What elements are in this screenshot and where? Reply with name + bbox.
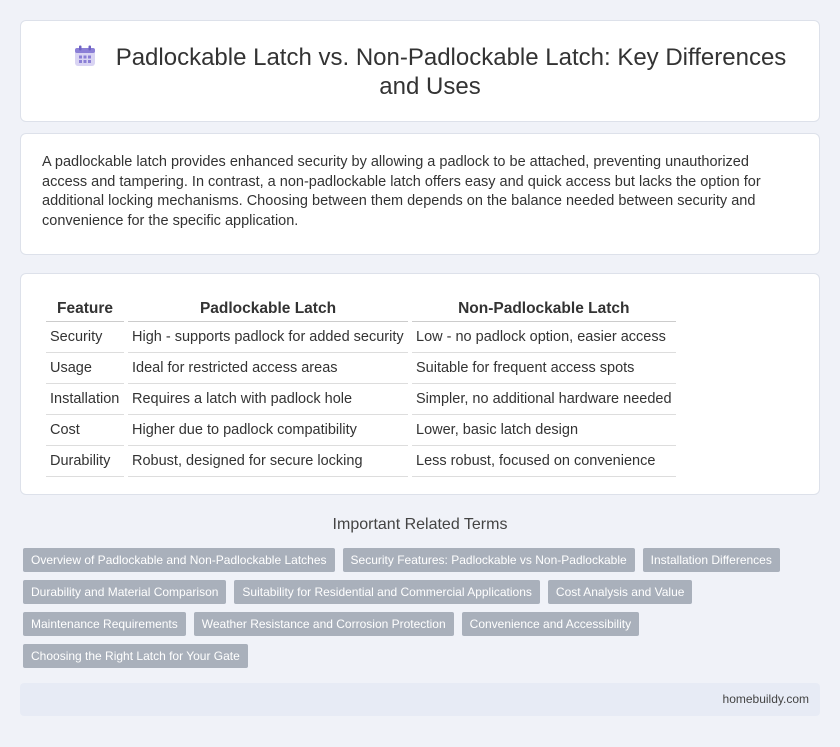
header-card <box>20 20 820 122</box>
footer <box>20 683 820 716</box>
table-cell: High - supports padlock for added security <box>128 322 408 353</box>
related-terms-list <box>23 548 813 668</box>
table-cell: Simpler, no additional hardware needed <box>412 384 676 415</box>
table-cell: Higher due to padlock compatibility <box>128 415 408 446</box>
table-cell: Cost <box>46 415 124 446</box>
table-cell: Robust, designed for secure locking <box>128 446 408 477</box>
summary-text: A padlockable latch provides enhanced security by allowing a padlock to be attached, preventing unauthorized access and tampering. In contrast, a non-padlockable latch offers easy and quick access but lacks the option for additional locking mechanisms. Choosing between them depends on the balance needed between security and convenience for the specific application. <box>42 154 761 229</box>
page-title-text: Padlockable Latch vs. Non-Padlockable Latch: Key Differences and Uses <box>115 44 787 100</box>
table-cell: Lower, basic latch design <box>412 415 676 446</box>
table-cell: Suitable for frequent access spots <box>412 353 676 384</box>
table-cell: Installation <box>46 384 124 415</box>
related-term-tag[interactable]: Suitability for Residential and Commercial Applications <box>234 580 539 604</box>
table-cell: Security <box>46 322 124 353</box>
table-cell: Requires a latch with padlock hole <box>128 384 408 415</box>
related-term-tag[interactable]: Choosing the Right Latch for Your Gate <box>23 644 248 668</box>
table-row <box>46 415 676 446</box>
related-term-tag[interactable]: Security Features: Padlockable vs Non-Padlockable <box>343 548 635 572</box>
footer-site-link[interactable]: homebuildy.com <box>722 692 809 706</box>
related-term-tag[interactable]: Maintenance Requirements <box>23 612 186 636</box>
related-term-tag[interactable]: Cost Analysis and Value <box>548 580 693 604</box>
table-row <box>46 322 676 353</box>
header-non-padlockable: Non-Padlockable Latch <box>412 294 676 322</box>
related-terms-title: Important Related Terms <box>332 516 508 533</box>
table-row <box>46 353 676 384</box>
table-row <box>46 384 676 415</box>
comparison-table-card <box>20 273 820 495</box>
table-header-row <box>46 294 676 322</box>
table-cell: Less robust, focused on convenience <box>412 446 676 477</box>
related-term-tag[interactable]: Overview of Padlockable and Non-Padlockable Latches <box>23 548 335 572</box>
table-row <box>46 446 676 477</box>
related-term-tag[interactable]: Convenience and Accessibility <box>462 612 639 636</box>
page-title <box>71 43 789 101</box>
calendar-icon <box>74 45 96 67</box>
header-feature: Feature <box>46 294 124 322</box>
table-cell: Ideal for restricted access areas <box>128 353 408 384</box>
related-term-tag[interactable]: Durability and Material Comparison <box>23 580 226 604</box>
summary-card <box>20 133 820 255</box>
header-padlockable: Padlockable Latch <box>128 294 408 322</box>
related-term-tag[interactable]: Installation Differences <box>643 548 780 572</box>
table-cell: Low - no padlock option, easier access <box>412 322 676 353</box>
related-term-tag[interactable]: Weather Resistance and Corrosion Protection <box>194 612 454 636</box>
comparison-table <box>42 294 680 477</box>
table-cell: Durability <box>46 446 124 477</box>
table-cell: Usage <box>46 353 124 384</box>
